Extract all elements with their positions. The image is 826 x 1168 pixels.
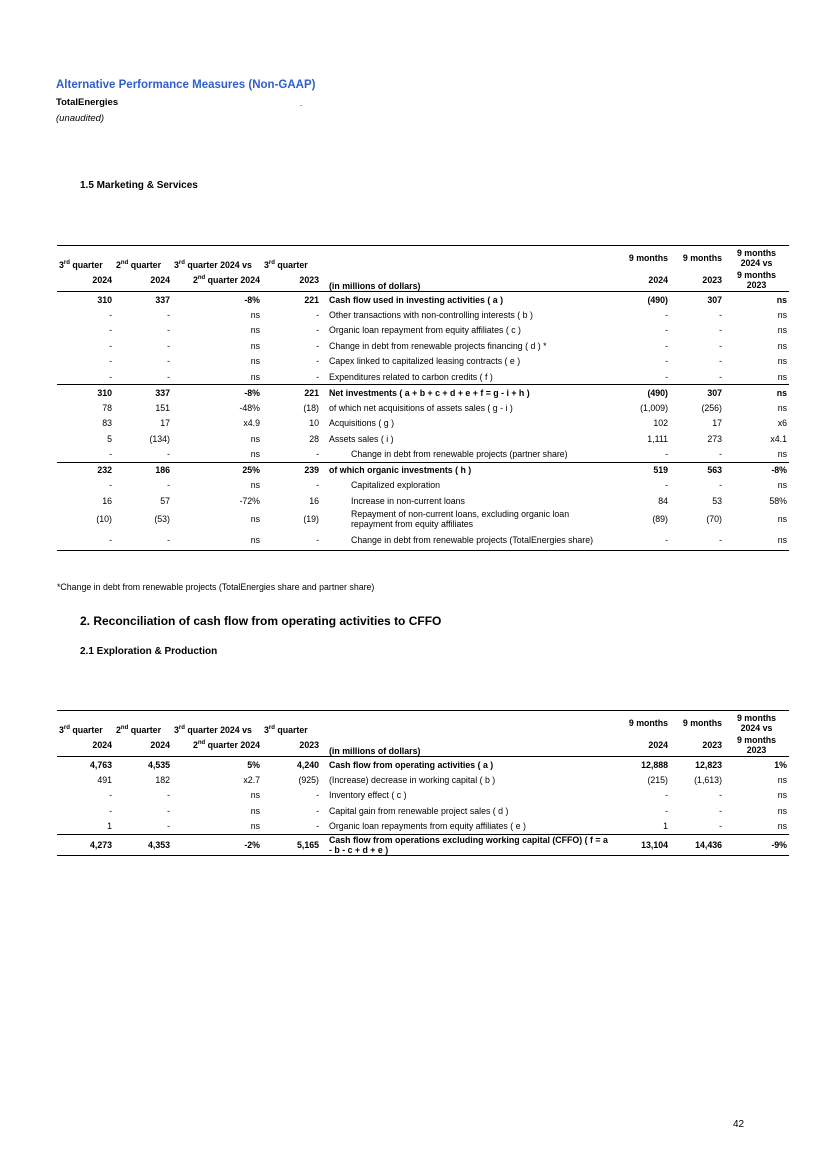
table-row [57,493,789,509]
cell-row-label: Capital gain from renewable project sales ( d ) [329,805,509,816]
cell-9m-vs: ns [777,449,787,459]
cell-q3-2023: - [316,480,319,491]
cell-9m-vs: ns [777,356,787,367]
table-row [57,292,789,308]
col-header-q3-prior: 3rd quarter [262,711,321,735]
cell-9m-2024: - [665,325,668,336]
cell-row-label: Change in debt from renewable projects (TotalEnergies share) [321,530,611,551]
cell-9m-vs: -8% [724,462,789,478]
cell-9m-2024: - [611,530,670,551]
table-row [57,354,789,370]
col-header-9m-vs-top: 9 months 2024 vs [724,711,789,735]
cell-q3-vs-q2: ns [250,371,260,382]
unaudited-label: (unaudited) [56,113,105,124]
col-header-q2: 2nd quarter [114,711,172,735]
table-header-row-bottom [57,270,789,292]
cell-q3-2023: (19) [303,514,319,524]
cell-9m-2024: 1 [663,821,668,831]
cell-q3-2023: 221 [262,385,321,401]
cell-q3-vs-q2: ns [250,340,260,351]
col-header-9m-2024-top: 9 months [611,711,670,735]
table-row [57,369,789,385]
cell-9m-vs: 1% [724,757,789,773]
cell-9m-2024: - [665,356,668,367]
col-header-q3-year: 2024 [57,735,114,757]
cell-q3-2024: 83 [102,418,112,429]
cell-9m-2024: - [665,340,668,351]
cell-q3-2023: - [316,340,319,351]
cell-q2-2024: 57 [160,495,170,506]
col-header-9m-2024-year: 2024 [611,735,670,757]
cell-9m-vs: ns [777,790,787,801]
cell-9m-2024: 519 [611,462,670,478]
cell-9m-2024: - [665,790,668,801]
cell-row-label: Repayment of non-current loans, excluding organic loan repayment from equity affiliates [351,509,570,529]
cell-9m-2024: - [665,805,668,816]
section-heading-exploration-production: 2.1 Exploration & Production [80,646,218,657]
cell-9m-vs: ns [724,385,789,401]
cell-q2-2024: - [167,821,170,831]
cell-q2-2024: 186 [114,462,172,478]
cell-9m-vs: ns [724,530,789,551]
cell-q2-2024: - [167,356,170,367]
cell-q2-2024: - [167,790,170,801]
cell-q3-2023: - [316,790,319,801]
cell-9m-2023: (256) [701,402,722,413]
col-header-q3-vs: 3rd quarter 2024 vs [172,711,262,735]
col-header-9m-2024-top: 9 months [611,246,670,270]
page-number: 42 [733,1119,745,1130]
table-row [57,788,789,804]
cell-q2-2024: - [114,530,172,551]
col-header-9m-2024-year: 2024 [611,270,670,292]
table-row [57,757,789,773]
cell-q3-vs-q2: -72% [239,495,260,506]
cell-9m-vs: ns [777,309,787,320]
cell-9m-2023: (1,613) [694,774,722,785]
cell-row-label: of which net acquisitions of assets sales ( g - i ) [329,402,513,413]
col-header-q3-vs-year: 2nd quarter 2024 [172,735,262,757]
cell-row-label: Capex linked to capitalized leasing contracts ( e ) [329,356,521,367]
cell-q3-vs-q2: x2.7 [243,774,260,785]
cell-q2-2024: - [167,371,170,382]
cell-q3-2024: 78 [102,402,112,413]
table-row [57,338,789,354]
cell-9m-vs: ns [777,805,787,816]
table-row [57,400,789,416]
cell-q3-2023: - [316,325,319,336]
cell-row-label: Cash flow from operations excluding working capital (CFFO) ( f = a - b - c + d + e ) [321,834,611,855]
cell-q3-vs-q2: 25% [172,462,262,478]
cell-q2-2024: - [167,325,170,336]
cell-9m-2023: - [719,805,722,816]
cell-9m-2023: - [719,356,722,367]
cell-q3-vs-q2: -8% [172,292,262,308]
table-row [57,447,789,463]
cell-row-label: (Increase) decrease in working capital ( b ) [329,774,496,785]
cell-9m-vs: ns [777,821,787,831]
cell-9m-2023: (70) [706,514,722,524]
cell-9m-2023: 307 [670,385,724,401]
table-footnote: *Change in debt from renewable projects (TotalEnergies share and partner share) [57,582,375,592]
cell-9m-vs: 58% [769,495,787,506]
cell-q3-2024: 4,273 [57,834,114,855]
col-header-q3: 3rd quarter [57,711,114,735]
cell-9m-vs: ns [724,292,789,308]
cell-9m-vs: ns [777,402,787,413]
cell-q3-2024: (10) [96,514,112,524]
cell-9m-vs: x6 [777,418,787,429]
cell-q3-2024: - [109,480,112,491]
cell-q3-2024: - [109,340,112,351]
cell-q3-2024: - [109,371,112,382]
cell-q2-2024: 151 [155,402,170,413]
cell-q3-vs-q2: ns [250,805,260,816]
cell-row-label: Other transactions with non-controlling interests ( b ) [329,309,533,320]
cell-q3-2023: 4,240 [262,757,321,773]
section-heading-marketing-services: 1.5 Marketing & Services [80,180,198,191]
cell-9m-2023: - [719,340,722,351]
section-heading-reconciliation: 2. Reconciliation of cash flow from operating activities to CFFO [80,614,442,628]
cell-q3-vs-q2: ns [250,821,260,831]
cell-9m-2024: 84 [658,495,668,506]
col-header-q3-prior-year: 2023 [262,735,321,757]
table-row [57,509,789,530]
col-header-q2-year: 2024 [114,735,172,757]
col-header-9m-2023-top: 9 months [670,711,724,735]
cell-9m-vs: ns [777,325,787,336]
cell-9m-2023: - [670,530,724,551]
cell-9m-2023: - [719,325,722,336]
cell-9m-2023: - [719,790,722,801]
table-header-row-top [57,711,789,735]
cell-row-label: Change in debt from renewable projects (partner share) [351,449,568,459]
cell-9m-2024: (89) [652,514,668,524]
cell-q2-2024: 17 [160,418,170,429]
col-header-9m-vs-top: 9 months 2024 vs [724,246,789,270]
marketing-services-table [57,245,789,551]
unit-label: (in millions of dollars) [321,270,611,292]
cell-q2-2024: 4,535 [114,757,172,773]
cell-9m-2023: - [719,371,722,382]
cell-q3-2024: - [109,805,112,816]
table-row [57,819,789,835]
cell-q3-vs-q2: ns [250,325,260,336]
table-row [57,323,789,339]
cell-q2-2024: 182 [155,774,170,785]
cell-q2-2024: - [167,309,170,320]
cell-q3-vs-q2: ns [250,480,260,491]
col-header-9m-2023-year: 2023 [670,735,724,757]
cell-q3-vs-q2: 5% [172,757,262,773]
cell-row-label: of which organic investments ( h ) [321,462,611,478]
cell-q2-2024: (53) [154,514,170,524]
cell-q2-2024: (134) [149,433,170,444]
cell-q3-2024: 16 [102,495,112,506]
cell-9m-2024: - [665,309,668,320]
cell-9m-vs: ns [777,774,787,785]
cell-q3-vs-q2: ns [250,309,260,320]
cell-q3-vs-q2: ns [172,530,262,551]
cell-q3-vs-q2: -48% [239,402,260,413]
cell-row-label: Net investments ( a + b + c + d + e + f = g - i + h ) [321,385,611,401]
cell-q3-2023: (925) [298,774,319,785]
table-row [57,416,789,432]
cell-q2-2024: 337 [114,292,172,308]
cell-q3-2024: 310 [57,292,114,308]
cell-q3-2024: - [109,449,112,459]
cell-q3-vs-q2: ns [250,356,260,367]
cell-9m-vs: ns [777,480,787,491]
cell-9m-2024: (215) [647,774,668,785]
cell-q3-vs-q2: -8% [172,385,262,401]
cell-q3-vs-q2: ns [250,433,260,444]
table-row [57,307,789,323]
table-header-row-bottom [57,735,789,757]
cell-q3-2024: - [109,325,112,336]
col-header-q3-prior: 3rd quarter [262,246,321,270]
col-header-q3: 3rd quarter [57,246,114,270]
col-header-q2-year: 2024 [114,270,172,292]
cell-q3-2023: - [316,805,319,816]
col-header-q2: 2nd quarter [114,246,172,270]
cell-q3-vs-q2: -2% [172,834,262,855]
cell-9m-2023: 563 [670,462,724,478]
cell-9m-2024: 102 [653,418,668,429]
cell-9m-2024: (1,009) [640,402,668,413]
col-header-9m-2023-top: 9 months [670,246,724,270]
cell-q3-2024: 310 [57,385,114,401]
cell-9m-2024: (490) [611,292,670,308]
cell-q3-2023: - [316,309,319,320]
cell-q3-vs-q2: ns [250,514,260,524]
table-row [57,803,789,819]
cell-9m-2024: (490) [611,385,670,401]
cell-q3-2023: 10 [309,418,319,429]
cell-q3-vs-q2: x4.9 [243,418,260,429]
cell-q2-2024: 4,353 [114,834,172,855]
col-header-9m-2023-year: 2023 [670,270,724,292]
company-name: TotalEnergies [56,97,119,108]
table-row [57,431,789,447]
cell-q3-2024: - [109,356,112,367]
cell-q2-2024: - [167,805,170,816]
cell-9m-2024: 12,888 [611,757,670,773]
cell-q3-2023: - [316,356,319,367]
cell-q3-2023: 239 [262,462,321,478]
cell-row-label: Assets sales ( i ) [329,433,394,444]
unit-label: (in millions of dollars) [321,735,611,757]
cell-9m-vs: ns [777,371,787,382]
cell-q3-2024: - [57,530,114,551]
cell-9m-2024: 1,111 [647,433,668,444]
cell-9m-2023: 273 [707,433,722,444]
col-header-9m-vs-bottom: 9 months 2023 [724,735,789,757]
cell-9m-2023: 307 [670,292,724,308]
cell-9m-2023: 12,823 [670,757,724,773]
exploration-production-table [57,710,789,856]
cell-q3-2023: 5,165 [262,834,321,855]
cell-row-label: Organic loan repayment from equity affiliates ( c ) [329,325,521,336]
col-header-q3-vs-year: 2nd quarter 2024 [172,270,262,292]
table-row [57,772,789,788]
cell-q3-vs-q2: ns [250,449,260,459]
cell-9m-vs: -9% [724,834,789,855]
cell-q3-2024: 1 [107,821,112,831]
cell-q3-2024: 4,763 [57,757,114,773]
table-row [57,385,789,401]
document-title: Alternative Performance Measures (Non-GAAP) [56,79,316,91]
table-row [57,478,789,494]
cell-9m-2023: 17 [712,418,722,429]
cell-q3-2023: 221 [262,292,321,308]
cell-9m-vs: ns [777,514,787,524]
cell-q3-2024: 5 [107,433,112,444]
col-header-q3-year: 2024 [57,270,114,292]
cell-9m-2023: 14,436 [670,834,724,855]
table-row [57,530,789,551]
cell-q3-2024: 491 [97,774,112,785]
cell-q3-2023: - [316,821,319,831]
col-header-q3-prior-year: 2023 [262,270,321,292]
cell-9m-vs: x4.1 [770,433,787,444]
cell-q3-2023: 28 [309,433,319,444]
cell-q2-2024: - [167,340,170,351]
cell-q3-2023: 16 [309,495,319,506]
cell-9m-2024: - [665,371,668,382]
col-header-q3-vs: 3rd quarter 2024 vs [172,246,262,270]
cell-9m-2024: - [665,449,668,459]
col-header-9m-vs-bottom: 9 months 2023 [724,270,789,292]
cell-q2-2024: - [167,449,170,459]
cell-q3-2023: (18) [303,402,319,413]
cell-q2-2024: 337 [114,385,172,401]
cell-q3-2023: - [262,530,321,551]
table-row [57,834,789,855]
cell-q3-2023: - [316,449,319,459]
cell-q3-2023: - [316,371,319,382]
cell-q3-2024: - [109,790,112,801]
cell-9m-vs: ns [777,340,787,351]
cell-row-label: Organic loan repayments from equity affiliates ( e ) [329,821,526,831]
cell-9m-2023: 53 [712,495,722,506]
cell-9m-2023: - [719,821,722,831]
cell-row-label: Increase in non-current loans [351,495,465,506]
cell-9m-2024: 13,104 [611,834,670,855]
cell-q3-vs-q2: ns [250,790,260,801]
table-header-row-top [57,246,789,270]
cell-9m-2024: - [665,480,668,491]
cell-q2-2024: - [167,480,170,491]
cell-row-label: Capitalized exploration [351,480,440,491]
table-row [57,462,789,478]
cell-row-label: Expenditures related to carbon credits ( f ) [329,371,493,382]
header-dot: . [300,99,303,108]
cell-q3-2024: - [109,309,112,320]
cell-9m-2023: - [719,480,722,491]
cell-row-label: Change in debt from renewable projects financing ( d ) * [329,340,547,351]
cell-row-label: Cash flow from operating activities ( a ) [321,757,611,773]
cell-row-label: Acquisitions ( g ) [329,418,395,429]
cell-9m-2023: - [719,449,722,459]
cell-row-label: Cash flow used in investing activities ( a ) [321,292,611,308]
cell-row-label: Inventory effect ( c ) [329,790,407,801]
cell-9m-2023: - [719,309,722,320]
cell-q3-2024: 232 [57,462,114,478]
